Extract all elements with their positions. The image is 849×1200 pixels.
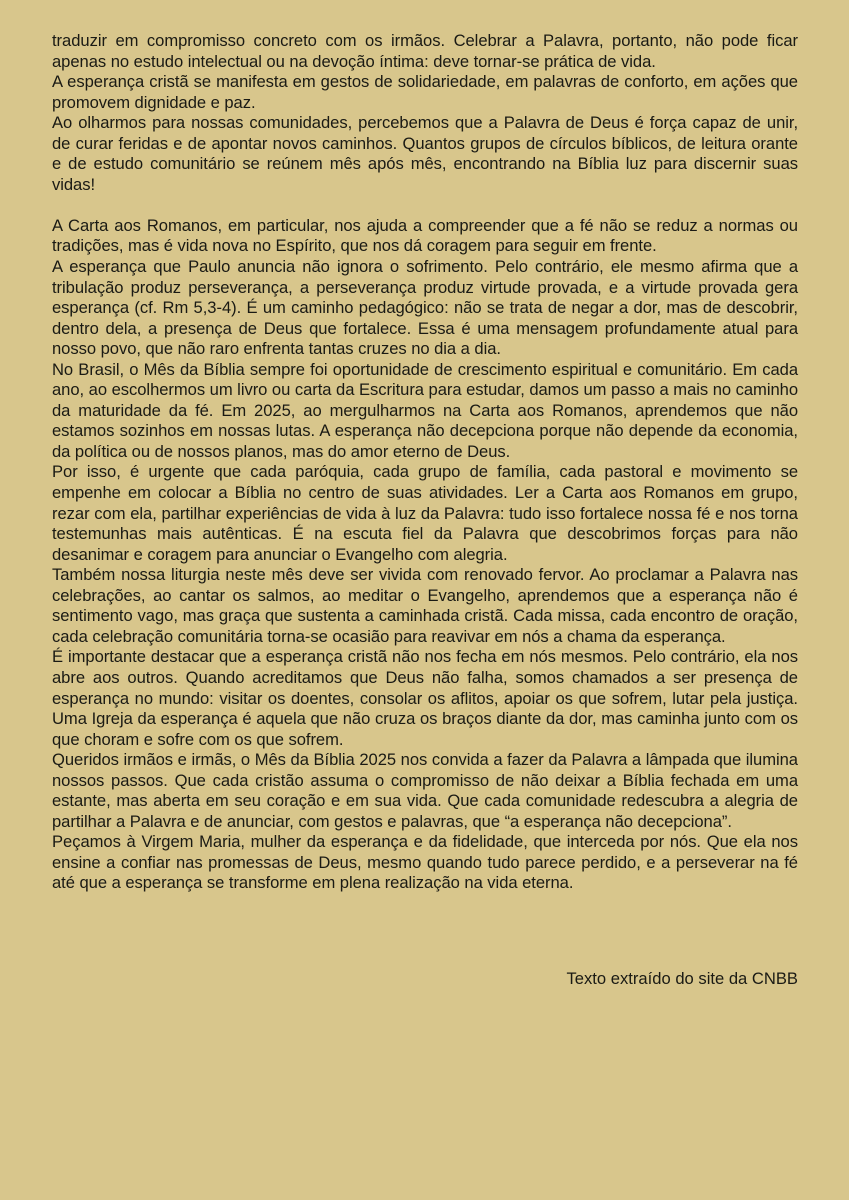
paragraph-brasil-mes-biblia: No Brasil, o Mês da Bíblia sempre foi oportunidade de crescimento espiritual e comunitário. Em cada ano, ao escolhermos um livro ou carta da Escritura para estudar, damos um passo a mais no caminho da maturidade da fé. Em 2025, ao mergulharmos na Carta aos Romanos, aprendemos que não estamos sozinhos em nossas lutas. A esperança não decepciona porque não depende da economia, da política ou de nossos planos, mas do amor eterno de Deus.: [52, 359, 798, 461]
paragraph-importante: É importante destacar que a esperança cristã não nos fecha em nós mesmos. Pelo contrário, ela nos abre aos outros. Quando acreditamos que Deus não falha, somos chamados a ser presença de esperança no mundo: visitar os doentes, consolar os aflitos, apoiar os que sofrem, lutar pela justiça. Uma Igreja da esperança é aquela que não cruza os braços diante da dor, mas caminha junto com os que choram e sofre com os que sofrem.: [52, 647, 798, 749]
source-attribution: Texto extraído do site da CNBB: [566, 969, 798, 988]
paragraph-carta-romanos: A Carta aos Romanos, em particular, nos ajuda a compreender que a fé não se reduz a normas ou tradições, mas é vida nova no Espírito, que nos dá coragem para seguir em frente.: [52, 215, 798, 256]
paragraph-esperanca-crista: A esperança cristã se manifesta em gestos de solidariedade, em palavras de conforto, em ações que promovem dignidade e paz.: [52, 72, 798, 112]
paragraph-compromisso: traduzir em compromisso concreto com os irmãos. Celebrar a Palavra, portanto, não pode ficar apenas no estudo intelectual ou na devoção íntima: deve tornar-se prática de vida.: [52, 31, 798, 71]
paragraph-virgem-maria: Peçamos à Virgem Maria, mulher da esperança e da fidelidade, que interceda por nós. Que ela nos ensine a confiar nas promessas de Deus, mesmo quando tudo parece perdido, e a perseverar na fé até que a esperança se transforme em plena realização na vida eterna.: [52, 832, 798, 893]
paragraph-spacer: [52, 195, 798, 216]
paragraph-paulo-sofrimento: A esperança que Paulo anuncia não ignora o sofrimento. Pelo contrário, ele mesmo afirma que a tribulação produz perseverança, a perseverança produz virtude provada, e a virtude provada gera esperança (cf. Rm 5,3-4). É um caminho pedagógico: não se trata de negar a dor, mas de descobrir, dentro dela, a presença de Deus que fortalece. Essa é uma mensagem profundamente atual para nosso povo, que não raro enfrenta tantas cruzes no dia a dia.: [52, 257, 798, 359]
paragraph-queridos-irmaos: Queridos irmãos e irmãs, o Mês da Bíblia 2025 nos convida a fazer da Palavra a lâmpada que ilumina nossos passos. Que cada cristão assuma o compromisso de não deixar a Bíblia fechada em uma estante, mas aberta em seu coração e em sua vida. Que cada comunidade redescubra a alegria de partilhar a Palavra e de anunciar, com gestos e palavras, que “a esperança não decepciona”.: [52, 750, 798, 831]
paragraph-comunidades: Ao olharmos para nossas comunidades, percebemos que a Palavra de Deus é força capaz de unir, de curar feridas e de apontar novos caminhos. Quantos grupos de círculos bíblicos, de leitura orante e de estudo comunitário se reúnem mês após mês, encontrando na Bíblia luz para discernir suas vidas!: [52, 113, 798, 194]
document-body: [52, 31, 798, 894]
paragraph-por-isso: Por isso, é urgente que cada paróquia, cada grupo de família, cada pastoral e movimento se empenhe em colocar a Bíblia no centro de suas atividades. Ler a Carta aos Romanos em grupo, rezar com ela, partilhar experiências de vida à luz da Palavra: tudo isso fortalece nossa fé e nos torna testemunhas mais autênticas. É na escuta fiel da Palavra que descobrimos forças para não desanimar e coragem para anunciar o Evangelho com alegria.: [52, 462, 798, 564]
paragraph-liturgia: Também nossa liturgia neste mês deve ser vivida com renovado fervor. Ao proclamar a Palavra nas celebrações, ao cantar os salmos, ao meditar o Evangelho, aprendemos que a esperança não é sentimento vago, mas graça que sustenta a caminhada cristã. Cada missa, cada encontro de oração, cada celebração comunitária torna-se ocasião para reavivar em nós a chama da esperança.: [52, 565, 798, 646]
